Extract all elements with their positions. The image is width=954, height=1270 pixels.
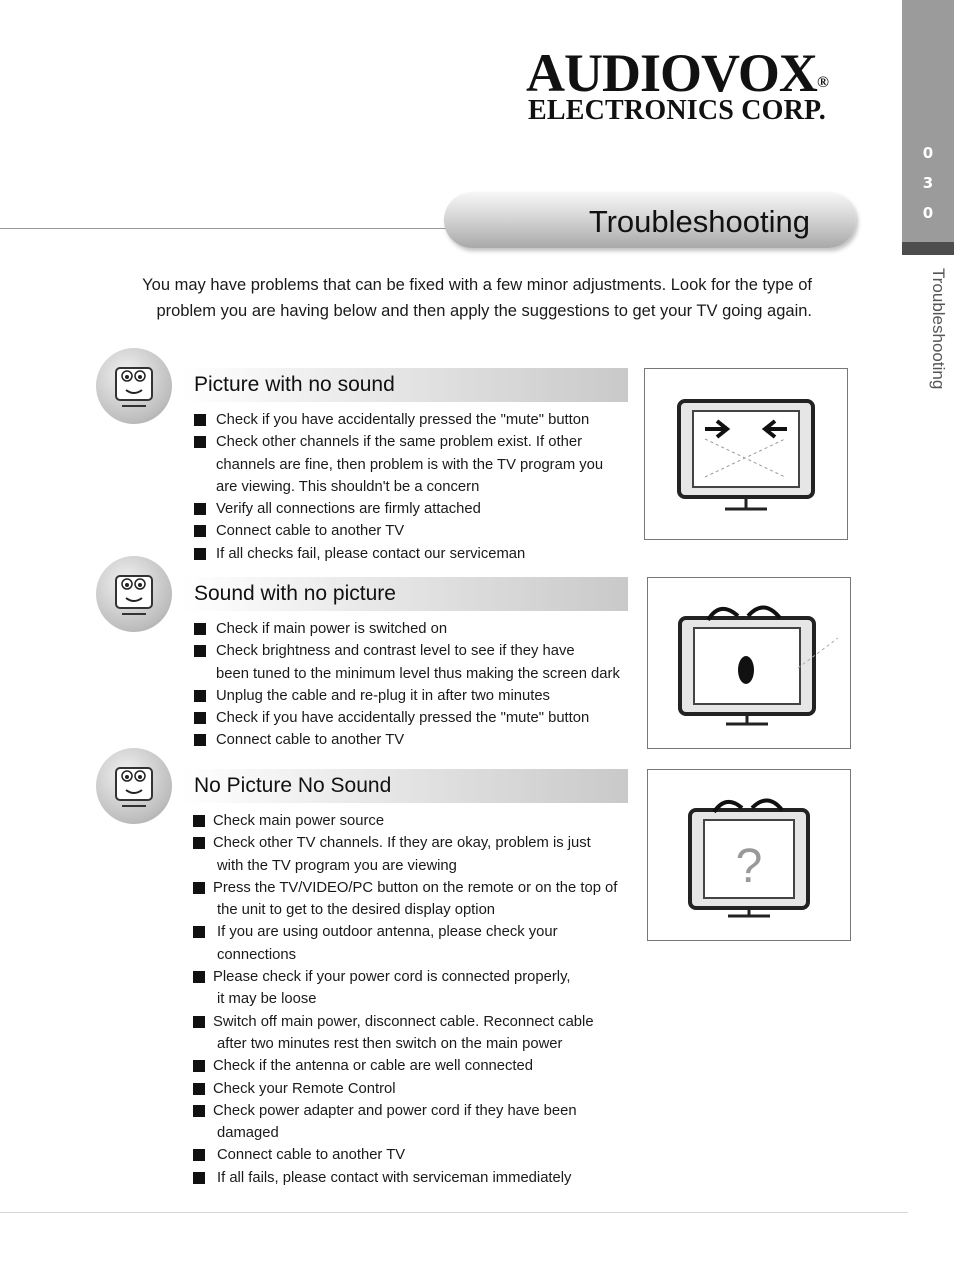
- intro-line: problem you are having below and then apply the suggestions to get your TV going again.: [156, 302, 812, 320]
- checklist-item: Check main power source: [193, 810, 633, 832]
- tv-mascot-icon: [96, 556, 172, 632]
- side-tab-accent: [902, 242, 954, 255]
- checklist-item: Please check if your power cord is connected properly, it may be loose: [193, 966, 633, 1011]
- tv-no-picture-no-sound-illustration: [647, 769, 851, 941]
- checklist: [193, 409, 633, 565]
- checklist-item: Check other channels if the same problem exist. If other channels are fine, then problem is with the TV program you are viewing. This shouldn't be a concern: [193, 431, 633, 498]
- side-section-label: Troubleshooting: [929, 268, 948, 390]
- checklist-item: Check if main power is switched on: [193, 618, 633, 640]
- intro-text: [92, 272, 812, 324]
- checklist-item: If all checks fail, please contact our serviceman: [193, 543, 633, 565]
- checklist-item: Verify all connections are firmly attached: [193, 498, 633, 520]
- footer-rule: [0, 1212, 908, 1213]
- brand-name: AUDIOVOX: [526, 43, 817, 103]
- checklist-item: Check other TV channels. If they are okay, problem is just with the TV program you are viewing: [193, 832, 633, 877]
- checklist: [193, 618, 633, 752]
- tv-no-picture-illustration: [647, 577, 851, 749]
- intro-line: You may have problems that can be fixed with a few minor adjustments. Look for the type of: [142, 276, 812, 294]
- page-title: Troubleshooting: [588, 204, 810, 239]
- page-digit: 0: [922, 144, 934, 162]
- section-header-bar: [182, 769, 628, 803]
- checklist: [193, 810, 633, 1189]
- tv-mascot-icon: [96, 348, 172, 424]
- question-mark: ?: [735, 840, 763, 893]
- checklist-item: Check if you have accidentally pressed the "mute" button: [193, 409, 633, 431]
- checklist-item: Connect cable to another TV: [193, 1144, 633, 1166]
- section-title: Sound with no picture: [194, 582, 396, 605]
- brand-subtitle: ELECTRONICS CORP.: [528, 95, 826, 126]
- checklist-item: If you are using outdoor antenna, please check your connections: [193, 921, 633, 966]
- checklist-item: Check your Remote Control: [193, 1078, 633, 1100]
- registered-mark: ®: [816, 74, 828, 91]
- checklist-item: Connect cable to another TV: [193, 729, 633, 751]
- checklist-item: Check if you have accidentally pressed the "mute" button: [193, 707, 633, 729]
- page-digit: 0: [922, 204, 934, 222]
- section-header-bar: [182, 368, 628, 402]
- title-banner: [444, 192, 856, 248]
- checklist-item: If all fails, please contact with serviceman immediately: [193, 1167, 633, 1189]
- checklist-item: Press the TV/VIDEO/PC button on the remote or on the top of the unit to get to the desired display option: [193, 877, 633, 922]
- section-title: No Picture No Sound: [194, 774, 392, 797]
- checklist-item: Unplug the cable and re-plug it in after two minutes: [193, 685, 633, 707]
- checklist-item: Switch off main power, disconnect cable. Reconnect cable after two minutes rest then switch on the main power: [193, 1011, 633, 1056]
- checklist-item: Connect cable to another TV: [193, 520, 633, 542]
- brand-logo: [526, 44, 856, 102]
- checklist-item: Check if the antenna or cable are well connected: [193, 1055, 633, 1077]
- section-header-bar: [182, 577, 628, 611]
- section-title: Picture with no sound: [194, 373, 395, 396]
- tv-mascot-icon: [96, 748, 172, 824]
- checklist-item: Check brightness and contrast level to see if they have been tuned to the minimum level thus making the screen dark: [193, 640, 633, 685]
- tv-no-sound-illustration: [644, 368, 848, 540]
- checklist-item: Check power adapter and power cord if they have been damaged: [193, 1100, 633, 1145]
- page-number: [902, 138, 954, 228]
- header-rule: [0, 228, 450, 229]
- page-digit: 3: [922, 174, 934, 192]
